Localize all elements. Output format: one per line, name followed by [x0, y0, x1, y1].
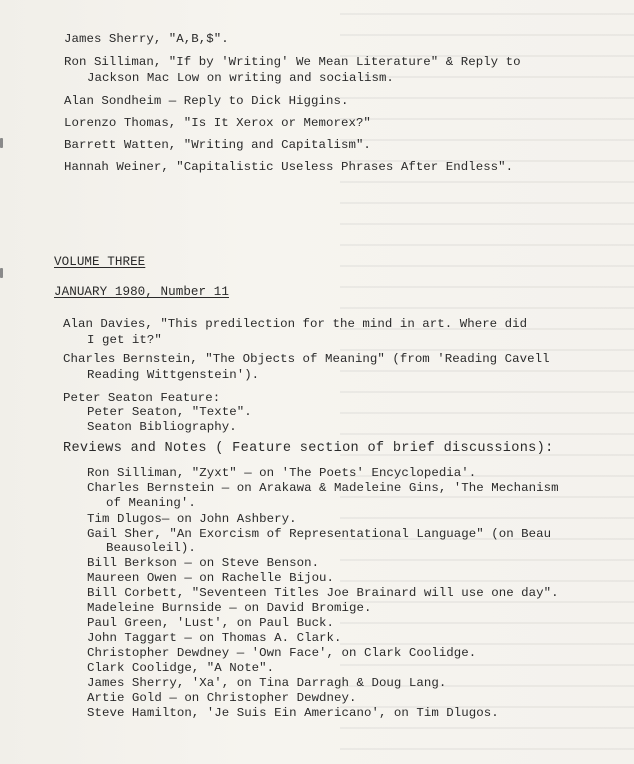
review-entry-continuation: Beausoleil).	[106, 541, 196, 555]
review-entry-continuation: of Meaning'.	[106, 496, 196, 510]
review-entry: Steve Hamilton, 'Je Suis Ein Americano', on Tim Dlugos.	[87, 706, 499, 720]
review-entry: Maureen Owen — on Rachelle Bijou.	[87, 571, 335, 585]
volume-heading: VOLUME THREE	[54, 255, 146, 269]
review-entry: Clark Coolidge, "A Note".	[87, 661, 275, 675]
review-entry: Artie Gold — on Christopher Dewdney.	[87, 691, 357, 705]
review-entry: Madeleine Burnside — on David Bromige.	[87, 601, 372, 615]
review-entry: Christopher Dewdney — 'Own Face', on Clark Coolidge.	[87, 646, 477, 660]
entry-line: Barrett Watten, "Writing and Capitalism".	[64, 138, 371, 152]
review-entry: Bill Berkson — on Steve Benson.	[87, 556, 320, 570]
entry-line: Hannah Weiner, "Capitalistic Useless Phrases After Endless".	[64, 160, 514, 174]
entry-line: Seaton Bibliography.	[87, 420, 237, 434]
review-entry: Bill Corbett, "Seventeen Titles Joe Brainard will use one day".	[87, 586, 559, 600]
entry-line: Alan Davies, "This predilection for the mind in art. Where did	[63, 317, 528, 331]
review-entry: Tim Dlugos— on John Ashbery.	[87, 512, 297, 526]
entry-line: Charles Bernstein, "The Objects of Meaning" (from 'Reading Cavell	[63, 352, 550, 366]
entry-line-continuation: Jackson Mac Low on writing and socialism.	[87, 71, 394, 85]
issue-heading: JANUARY 1980, Number 11	[54, 285, 229, 299]
reviews-heading: Reviews and Notes ( Feature section of brief discussions):	[63, 441, 554, 456]
entry-line: James Sherry, "A,B,$".	[64, 32, 229, 46]
review-entry: James Sherry, 'Xa', on Tina Darragh & Doug Lang.	[87, 676, 447, 690]
page-edge-mark	[0, 268, 3, 278]
review-entry: John Taggart — on Thomas A. Clark.	[87, 631, 342, 645]
review-entry: Charles Bernstein — on Arakawa & Madeleine Gins, 'The Mechanism	[87, 481, 559, 495]
entry-line: Peter Seaton, "Texte".	[87, 405, 252, 419]
entry-line-continuation: I get it?"	[87, 333, 162, 347]
entry-line: Lorenzo Thomas, "Is It Xerox or Memorex?"	[64, 116, 371, 130]
entry-line-continuation: Reading Wittgenstein').	[87, 368, 260, 382]
entry-line: Ron Silliman, "If by 'Writing' We Mean Literature" & Reply to	[64, 55, 521, 69]
entry-line: Alan Sondheim — Reply to Dick Higgins.	[64, 94, 349, 108]
feature-heading: Peter Seaton Feature:	[63, 391, 221, 405]
review-entry: Gail Sher, "An Exorcism of Representational Language" (on Beau	[87, 527, 552, 541]
page-edge-mark	[0, 138, 3, 148]
review-entry: Ron Silliman, "Zyxt" — on 'The Poets' Encyclopedia'.	[87, 466, 477, 480]
review-entry: Paul Green, 'Lust', on Paul Buck.	[87, 616, 335, 630]
